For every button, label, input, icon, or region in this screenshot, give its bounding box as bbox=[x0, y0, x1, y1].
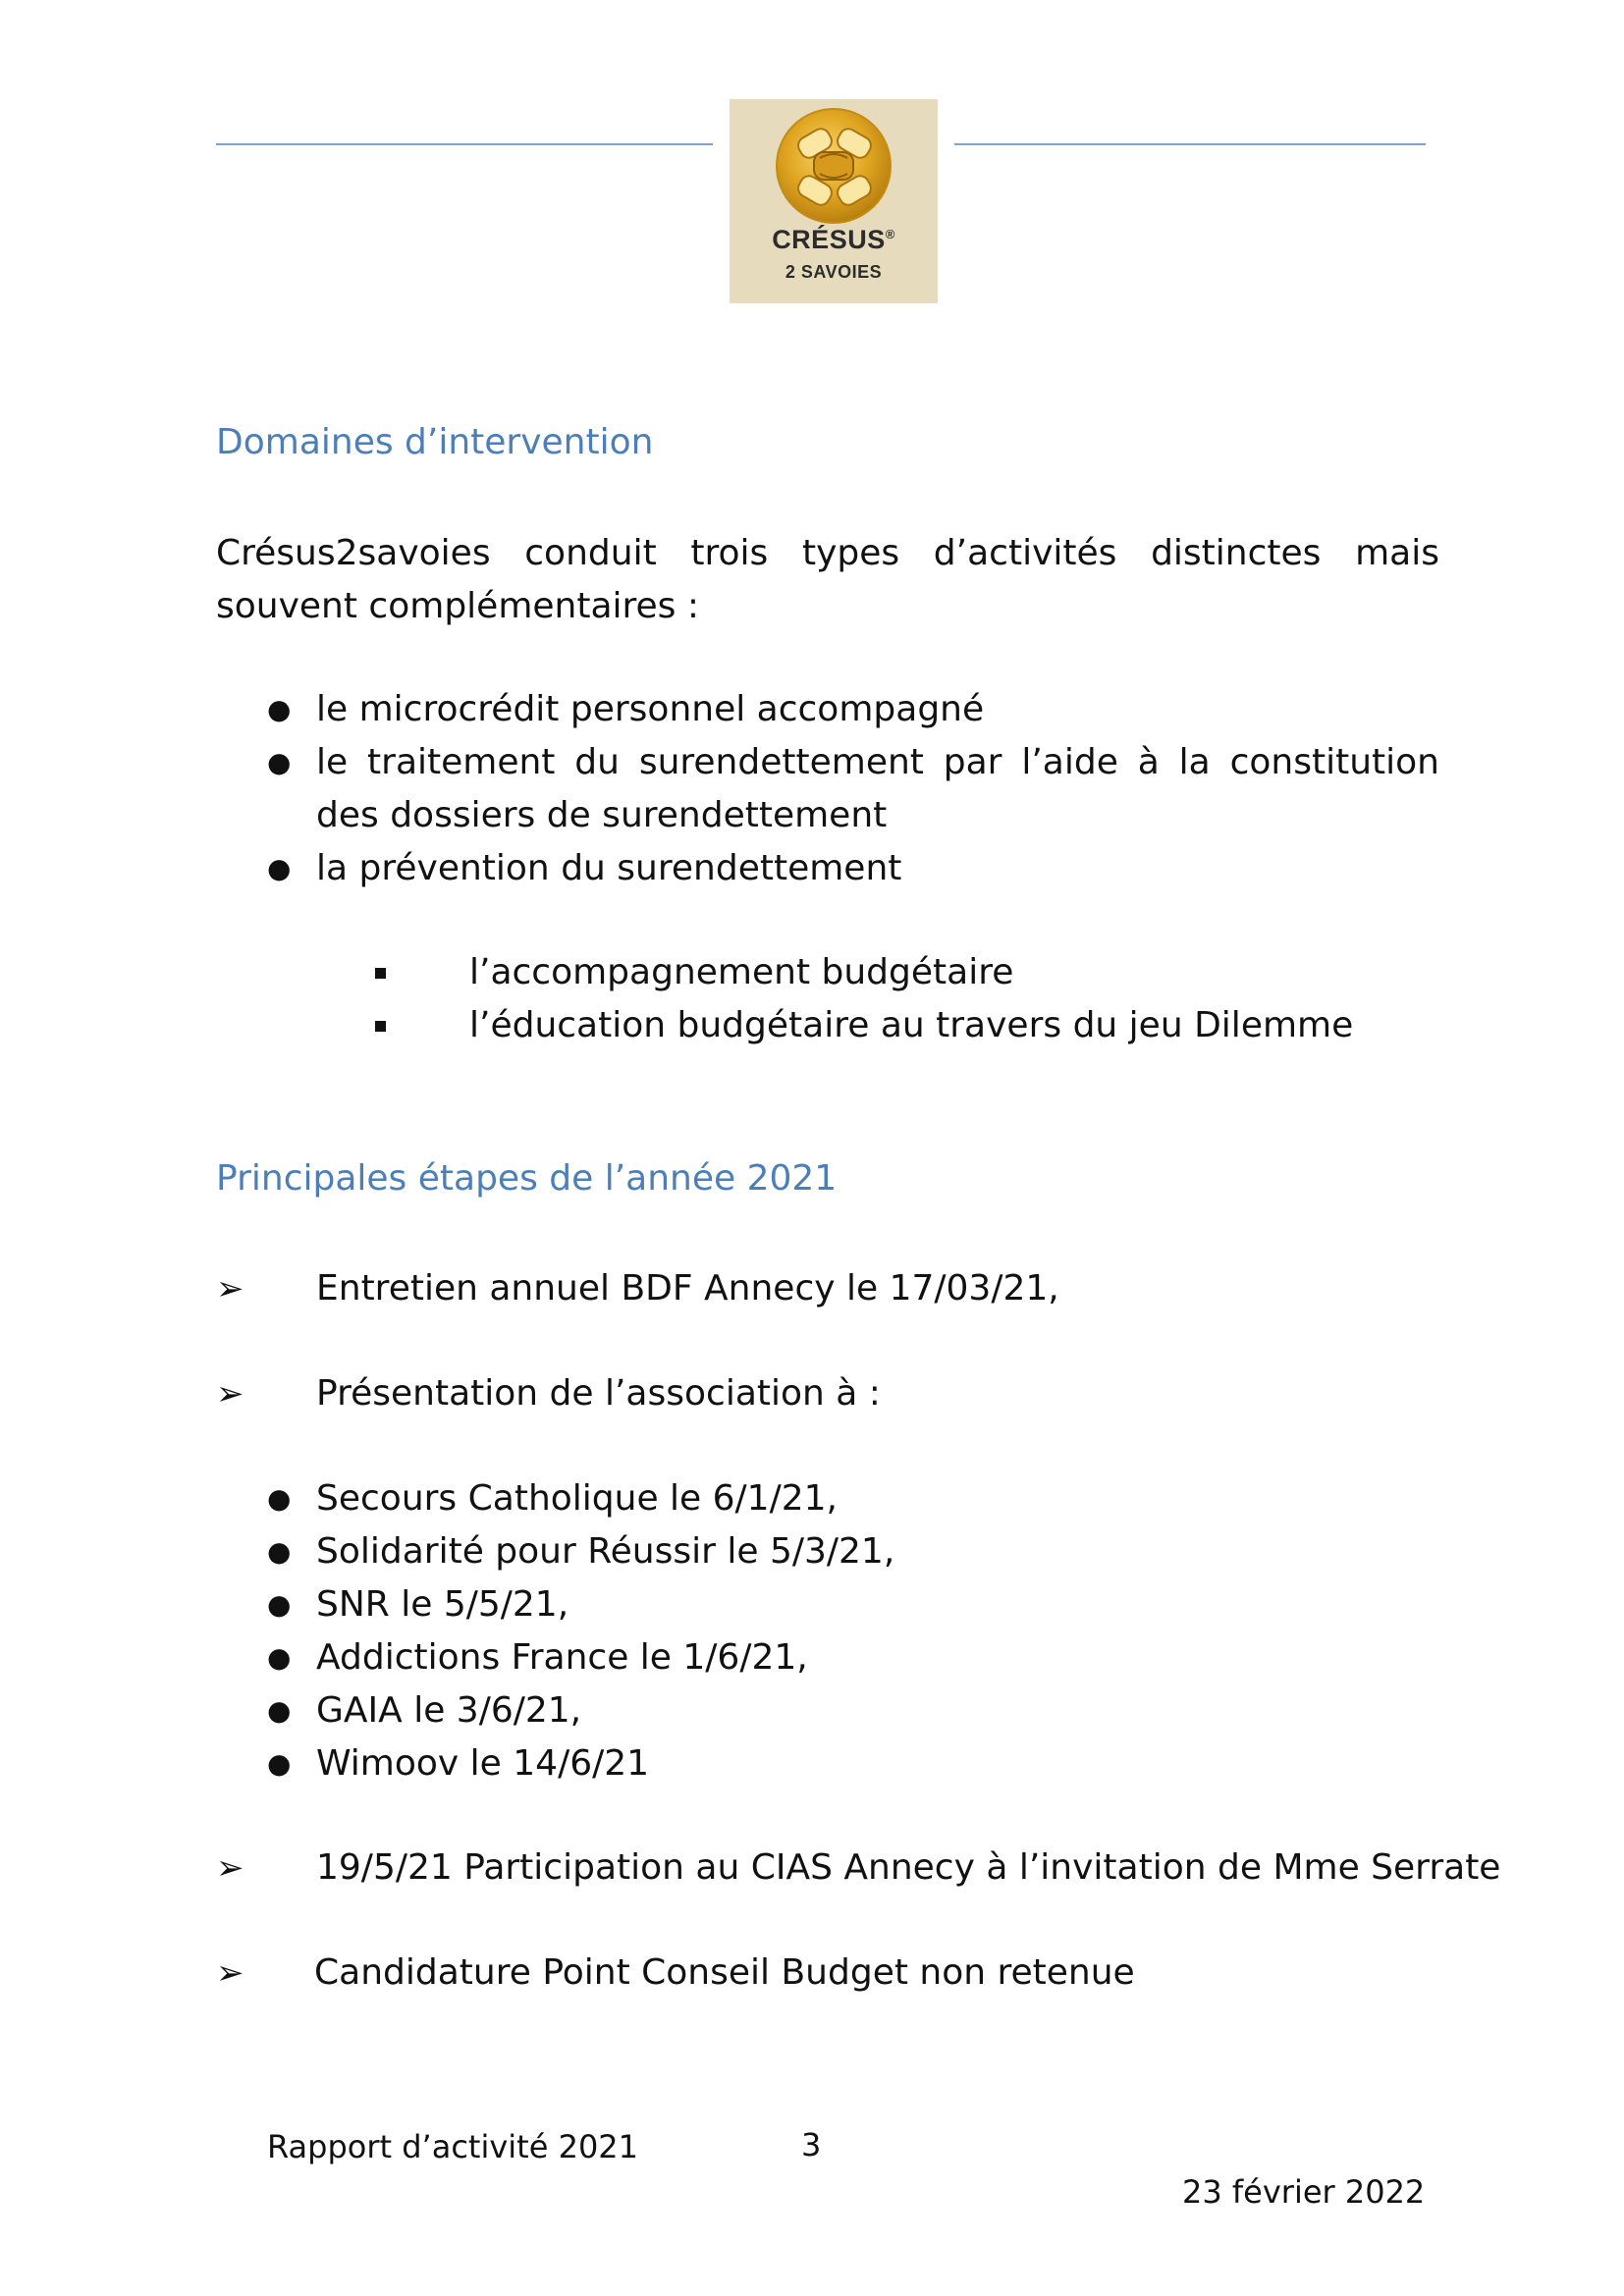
list-item-surendettement: le traitement du surendettement par l’aide à la constitution des dossiers de surendettement bbox=[316, 742, 1439, 835]
section-heading-etapes: Principales étapes de l’année 2021 bbox=[216, 1158, 838, 1199]
header-rule-left bbox=[216, 143, 713, 145]
arrow-bullet-icon: ➢ bbox=[216, 1848, 244, 1888]
presentation-item: GAIA le 3/6/21, bbox=[316, 1690, 582, 1731]
intro-paragraph: Crésus2savoies conduit trois types d’activités distinctes mais souvent complémentaires : bbox=[216, 533, 1439, 626]
arrow-bullet-icon: ➢ bbox=[216, 1374, 244, 1414]
sublist-item-education: l’éducation budgétaire au travers du jeu Dilemme bbox=[469, 1005, 1354, 1045]
bullet-dot-icon: ● bbox=[267, 852, 292, 884]
bullet-dot-icon: ● bbox=[267, 693, 292, 725]
footer-page-number: 3 bbox=[801, 2126, 822, 2163]
bullet-square-icon bbox=[375, 1021, 386, 1032]
bullet-dot-icon: ● bbox=[267, 1641, 292, 1674]
milestone-entretien: Entretien annuel BDF Annecy le 17/03/21, bbox=[316, 1268, 1059, 1308]
presentation-item: Addictions France le 1/6/21, bbox=[316, 1637, 808, 1678]
milestone-cias: 19/5/21 Participation au CIAS Annecy à l’invitation de Mme Serrate bbox=[316, 1847, 1501, 1888]
presentation-item: Secours Catholique le 6/1/21, bbox=[316, 1478, 838, 1519]
bullet-dot-icon: ● bbox=[267, 1694, 292, 1727]
sublist-item-accompagnement: l’accompagnement budgétaire bbox=[469, 952, 1014, 992]
footer-report-title: Rapport d’activité 2021 bbox=[267, 2128, 639, 2165]
joined-hands-emblem-icon bbox=[730, 99, 938, 225]
section-heading-domaines: Domaines d’intervention bbox=[216, 422, 654, 462]
bullet-dot-icon: ● bbox=[267, 746, 292, 778]
milestone-candidature: Candidature Point Conseil Budget non retenue bbox=[314, 1952, 1135, 1993]
header-rule-right bbox=[954, 143, 1426, 145]
milestone-presentation: Présentation de l’association à : bbox=[316, 1373, 881, 1414]
bullet-dot-icon: ● bbox=[267, 1588, 292, 1621]
arrow-bullet-icon: ➢ bbox=[216, 1953, 244, 1993]
list-item-prevention: la prévention du surendettement bbox=[316, 848, 902, 888]
presentation-item: Solidarité pour Réussir le 5/3/21, bbox=[316, 1531, 895, 1572]
arrow-bullet-icon: ➢ bbox=[216, 1269, 244, 1308]
bullet-dot-icon: ● bbox=[267, 1747, 292, 1780]
footer-date: 23 février 2022 bbox=[1182, 2173, 1426, 2211]
logo-subtitle: 2 SAVOIES bbox=[785, 262, 883, 282]
bullet-dot-icon: ● bbox=[267, 1482, 292, 1515]
presentation-item: Wimoov le 14/6/21 bbox=[316, 1743, 650, 1784]
bullet-dot-icon: ● bbox=[267, 1535, 292, 1568]
cresus-logo bbox=[730, 99, 938, 303]
list-item-microcredit: le microcrédit personnel accompagné bbox=[316, 689, 985, 729]
presentation-item: SNR le 5/5/21, bbox=[316, 1584, 569, 1625]
bullet-square-icon bbox=[375, 968, 386, 979]
logo-name: CRÉSUS® bbox=[772, 225, 895, 254]
